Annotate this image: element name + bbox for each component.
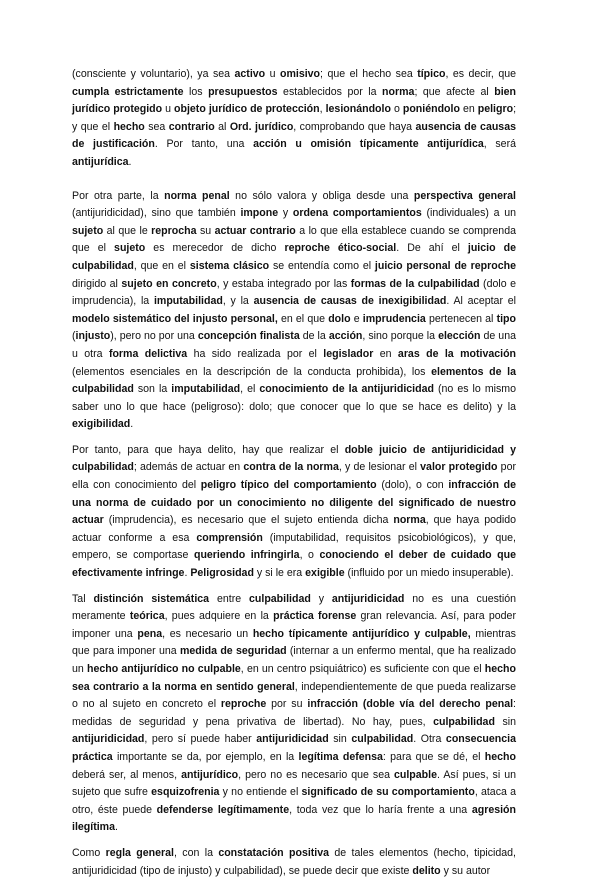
bold-term: tipo xyxy=(496,312,516,325)
text-run: . Al aceptar el xyxy=(446,295,516,308)
bold-term: legítima defensa xyxy=(298,750,383,763)
text-run: al que le xyxy=(103,224,152,237)
bold-term: distinción sistemática xyxy=(93,592,210,605)
text-run: , es decir, que xyxy=(445,68,516,80)
text-run: al xyxy=(214,120,230,133)
text-run: (influido por un miedo insuperable). xyxy=(344,567,514,580)
text-run: gran relevancia. Así, para poder imponer una xyxy=(72,610,516,640)
bold-term: (doble vía del derecho penal xyxy=(362,698,514,711)
text-run: (antijuridicidad), sino que también xyxy=(72,207,241,220)
bold-term: consecuencia práctica xyxy=(72,733,516,763)
text-run: y xyxy=(278,207,293,220)
bold-term: ausencia de causas de justificación xyxy=(72,120,516,151)
text-run: son la xyxy=(133,383,172,396)
bold-term: juicio personal de reproche xyxy=(374,259,516,272)
bold-term: significado de su comportamiento xyxy=(301,786,475,799)
bold-term: elección xyxy=(438,330,481,343)
text-run: (imprudencia), es necesario que el sujeto entienda dicha xyxy=(103,514,394,527)
bold-term: pena xyxy=(137,627,163,640)
text-run: . De ahí el xyxy=(396,242,468,255)
text-run: (dolo), o con xyxy=(376,479,449,492)
bold-term: juicio de culpabilidad xyxy=(72,242,516,272)
text-run: , será xyxy=(483,138,516,151)
bold-term: valor protegido xyxy=(420,461,498,474)
bold-term: queriendo infringirla xyxy=(193,549,300,562)
bold-term: antijuridicidad xyxy=(331,592,405,605)
text-run: (dolo e imprudencia), la xyxy=(72,277,516,308)
text-run: entre xyxy=(209,592,250,605)
bold-term: reprocha xyxy=(151,224,197,237)
bold-term: culpabilidad xyxy=(351,733,414,746)
text-run: . xyxy=(184,567,191,580)
text-run: Por otra parte, la xyxy=(72,189,165,202)
bold-term: hecho típicamente antijurídico y culpable, xyxy=(252,627,471,640)
bold-term: hecho antijurídico no culpable xyxy=(86,663,241,675)
text-run: en xyxy=(459,103,478,116)
text-run: (no es lo mismo saber uno lo que hace (peligroso): dolo; que conocer que lo que se hace es delito) y la xyxy=(72,383,517,413)
text-run: y no entiende el xyxy=(219,786,302,799)
text-run: no sólo valora y obliga desde una xyxy=(229,189,414,202)
text-run: , y la xyxy=(222,295,254,308)
bold-term: teórica xyxy=(129,610,165,623)
text-run: es merecedor de dicho xyxy=(145,242,285,255)
text-run: deberá ser, al menos, xyxy=(72,768,182,781)
text-run: por su xyxy=(266,698,308,711)
text-run: y si le era xyxy=(253,567,306,580)
text-run: e xyxy=(350,312,363,325)
bold-term: lesionándolo xyxy=(325,103,391,116)
text-run: . xyxy=(130,418,134,431)
bold-term: ausencia de causas de inexigibilidad xyxy=(253,295,447,308)
paragraph-2 xyxy=(72,188,516,434)
text-run: pertenecen al xyxy=(425,312,497,325)
text-run: ; que el hecho sea xyxy=(320,68,418,80)
text-run: , que haya podido actuar conforme a esa xyxy=(72,514,517,544)
text-run: importante se da, por ejemplo, en la xyxy=(112,750,299,763)
text-run: Por tanto, para que haya delito, hay que realizar el xyxy=(72,443,345,456)
bold-term: comprensión xyxy=(196,531,263,544)
bold-term: injusto xyxy=(75,330,111,343)
text-run: (individuales) a un xyxy=(421,207,516,220)
text-run: . Así pues, si un sujeto que sufre xyxy=(72,768,516,799)
bold-term: sujeto en concreto xyxy=(121,277,217,290)
bold-term: cumpla estrictamente xyxy=(72,85,184,98)
bold-term: Ord. jurídico xyxy=(229,120,294,133)
bold-term: típico xyxy=(417,68,446,80)
bold-term: hecho xyxy=(113,120,145,133)
bold-term: constatación positiva xyxy=(218,846,330,859)
bold-term: modelo sistemático del injusto personal, xyxy=(72,312,278,325)
bold-term: legislador xyxy=(323,347,374,360)
text-run: Como xyxy=(72,846,106,859)
text-run: su xyxy=(196,224,215,237)
bold-term: acción xyxy=(328,330,363,343)
text-run: establecidos por la xyxy=(277,85,383,98)
bold-term: impone xyxy=(240,207,279,220)
text-run: , pero sí puede haber xyxy=(144,733,257,746)
text-run: ; y que el xyxy=(72,103,517,133)
bold-term: norma penal xyxy=(164,189,230,202)
text-run: : medidas de seguridad y pena privativa de libertad). No hay, pues, xyxy=(72,698,516,728)
bold-term: infracción xyxy=(307,698,359,711)
text-run: , pero no es necesario que sea xyxy=(238,768,394,781)
bold-term: concepción finalista xyxy=(197,330,300,343)
bold-term: norma xyxy=(393,514,426,527)
bold-term: conocimiento de la antijuridicidad xyxy=(259,383,434,396)
bold-term: sujeto xyxy=(114,242,146,255)
text-run: u xyxy=(162,103,175,116)
bold-term: peligro típico del comportamiento xyxy=(200,479,377,492)
text-run: . Otra xyxy=(413,733,446,746)
bold-term: activo xyxy=(234,68,266,80)
bold-term: antijurídica xyxy=(72,155,129,168)
text-run: , pues adquiere en la xyxy=(164,610,274,623)
text-run: de tales elementos (hecho, tipicidad, antijuridicidad (tipo de injusto) y culpabilidad), se puede decir que existe xyxy=(72,846,516,877)
bold-term: poniéndolo xyxy=(402,103,460,116)
text-run: ; además de actuar en xyxy=(133,461,244,474)
bold-term: defenderse legítimamente xyxy=(156,803,290,816)
paragraph-5 xyxy=(72,845,516,880)
paragraph-3 xyxy=(72,442,516,583)
bold-term: sujeto xyxy=(72,224,104,237)
document-page xyxy=(72,66,516,880)
text-run: u xyxy=(265,68,280,80)
bold-term: infracción de una norma de cuidado por un conocimiento no diligente del significado de nuestro actuar xyxy=(72,479,516,527)
bold-term: sistema clásico xyxy=(189,259,270,272)
text-run: , comprobando que haya xyxy=(293,120,416,133)
text-run: de la xyxy=(299,330,329,343)
bold-term: regla general xyxy=(105,846,174,859)
text-run: ; que afecte al xyxy=(414,85,495,98)
text-run: sea xyxy=(144,120,169,133)
bold-term: aras de la motivación xyxy=(397,347,517,360)
text-run: , que en el xyxy=(133,259,190,272)
text-run: , xyxy=(319,103,326,116)
bold-term: norma xyxy=(382,85,415,98)
bold-term: antijuridicidad xyxy=(72,733,145,746)
bold-term: práctica forense xyxy=(273,610,357,623)
text-run: sin xyxy=(494,715,516,728)
text-run: en xyxy=(373,347,398,360)
text-run: no es una cuestión meramente xyxy=(72,592,516,623)
bold-term: formas de la culpabilidad xyxy=(350,277,480,290)
text-run: , sino porque la xyxy=(362,330,439,343)
text-run: , independientemente de que pueda realizarse o no al sujeto en concreto el xyxy=(72,680,517,711)
bold-term: antijuridicidad xyxy=(256,733,329,746)
text-run: , y estaba integrado por las xyxy=(216,277,351,290)
text-run: (imputabilidad, requisitos psicobiológicos), y que, empero, se comportase xyxy=(72,531,516,562)
paragraph-4 xyxy=(72,591,516,837)
bold-term: imputabilidad xyxy=(153,295,223,308)
text-run: (elementos esenciales en la descripción de la conducta prohibida), los xyxy=(72,365,432,378)
text-run: . xyxy=(128,155,132,168)
bold-term: hecho xyxy=(484,750,516,763)
text-run: se entendía como el xyxy=(269,259,375,272)
bold-term: presupuestos xyxy=(208,85,278,98)
bold-term: imputabilidad xyxy=(171,383,241,396)
text-run: sin xyxy=(328,733,352,746)
text-run: , o xyxy=(299,549,320,562)
text-run: a lo que ella establece cuando se comprenda que el xyxy=(72,224,516,255)
bold-term: culpable xyxy=(393,768,437,781)
text-run: por ella con conocimiento del xyxy=(72,461,516,492)
bold-term: elementos de la culpabilidad xyxy=(72,365,517,396)
bold-term: actuar contrario xyxy=(214,224,296,237)
bold-term: esquizofrenia xyxy=(151,786,220,799)
bold-term: hecho sea contrario a la norma en sentido general xyxy=(72,663,516,693)
bold-term: exigibilidad xyxy=(72,418,131,431)
text-run: , y de lesionar el xyxy=(338,461,421,474)
bold-term: agresión ilegítima xyxy=(72,803,516,834)
bold-term: culpabilidad xyxy=(433,715,495,728)
bold-term: conociendo el deber de cuidado que efectivamente infringe xyxy=(72,549,517,580)
bold-term: bien jurídico protegido xyxy=(72,85,516,116)
paragraph-1 xyxy=(72,66,516,172)
bold-term: reproche xyxy=(220,698,267,711)
text-run: , toda vez que lo haría frente a una xyxy=(289,803,472,816)
bold-term: acción u omisión típicamente antijurídica xyxy=(253,138,484,151)
text-run: dirigido al xyxy=(72,277,122,290)
bold-term: culpabilidad xyxy=(249,592,311,605)
bold-term: delito xyxy=(412,864,441,877)
text-run: , ataca a otro, éste puede xyxy=(72,786,516,816)
text-run: de una u otra xyxy=(72,330,516,360)
text-run: ha sido realizada por el xyxy=(187,347,324,360)
text-run: (internar a un enfermo mental, que ha realizado un xyxy=(72,645,516,675)
text-run: ), pero no por una xyxy=(110,330,198,343)
text-run: los xyxy=(183,85,209,98)
bold-term: reproche ético-social xyxy=(284,242,397,255)
bold-term: contra de la norma xyxy=(243,461,339,474)
text-run: Tal xyxy=(72,592,94,605)
text-run: , en un centro psiquiátrico) es suficiente con que el xyxy=(240,663,485,675)
text-run: o xyxy=(390,103,403,116)
text-run: , el xyxy=(240,383,260,396)
text-run: mientras que para imponer una xyxy=(72,627,516,658)
bold-term: omisivo xyxy=(279,68,321,80)
bold-term: exigible xyxy=(305,567,345,580)
text-run: , con la xyxy=(173,846,219,859)
text-run: (consciente y voluntario), ya sea xyxy=(72,68,235,80)
bold-term: perspectiva general xyxy=(413,189,516,202)
text-run: en el que xyxy=(277,312,329,325)
bold-term: doble juicio de antijuridicidad y culpabilidad xyxy=(72,443,517,474)
bold-term: peligro xyxy=(477,103,514,116)
bold-term: forma delictiva xyxy=(108,347,188,360)
bold-term: dolo xyxy=(328,312,351,325)
bold-term: imprudencia xyxy=(362,312,426,325)
bold-term: objeto jurídico de protección xyxy=(174,103,320,116)
text-run: y su autor xyxy=(440,864,491,877)
text-run: : para que se dé, el xyxy=(382,750,485,763)
text-run: . xyxy=(114,821,118,834)
bold-term: antijurídico xyxy=(181,768,239,781)
bold-term: ordena comportamientos xyxy=(292,207,422,220)
text-run: y xyxy=(310,592,332,605)
text-run: , es necesario un xyxy=(162,627,253,640)
text-run: . Por tanto, una xyxy=(154,138,254,151)
bold-term: contrario xyxy=(168,120,215,133)
text-run: ( xyxy=(72,330,76,343)
bold-term: Peligrosidad xyxy=(190,567,254,580)
bold-term: medida de seguridad xyxy=(179,645,287,658)
